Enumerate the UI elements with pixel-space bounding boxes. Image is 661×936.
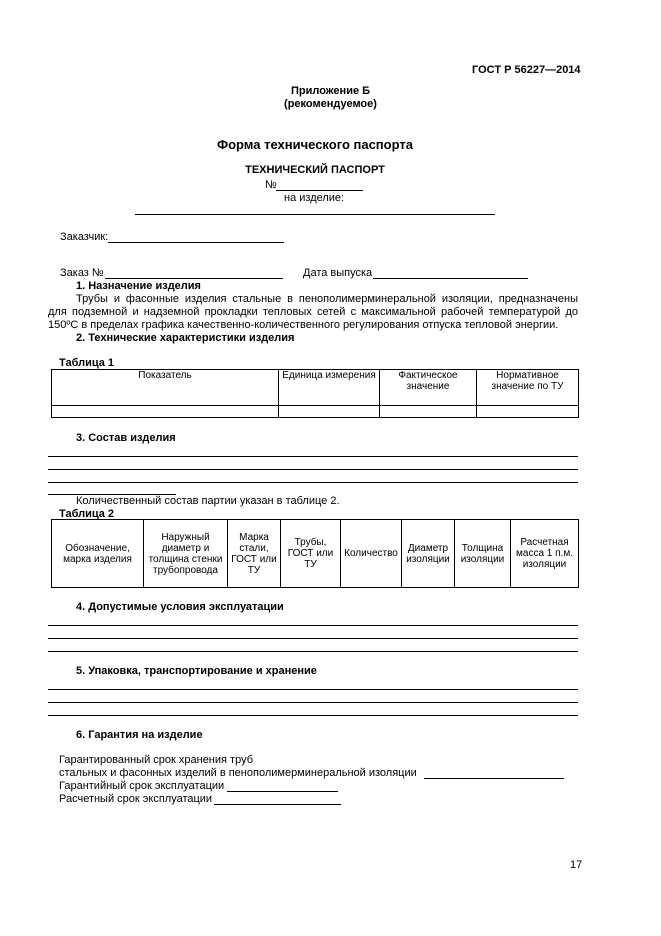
- service-life-label: Расчетный срок эксплуатации: [59, 793, 213, 805]
- section4-line: [48, 625, 578, 626]
- table1-cell: [52, 406, 279, 418]
- section3-line: [48, 469, 578, 470]
- section5-line: [48, 689, 578, 690]
- table1-header-normative: Нормативное значение по ТУ: [477, 370, 579, 406]
- table1-header-actual: Фактическое значение: [380, 370, 477, 406]
- table1-caption: Таблица 1: [59, 357, 115, 369]
- section2-heading: 2. Технические характеристики изделия: [76, 332, 295, 344]
- table1-header-unit: Единица измерения: [279, 370, 380, 406]
- section5-heading: 5. Упаковка, транспортирование и хранение: [76, 665, 317, 677]
- table1-cell: [380, 406, 477, 418]
- passport-number-label: №: [265, 179, 277, 191]
- order-label: Заказ №: [60, 267, 104, 279]
- page-number: 17: [570, 859, 583, 871]
- service-life-line: [214, 804, 341, 805]
- section1-heading: 1. Назначение изделия: [76, 280, 201, 292]
- section3-heading: 3. Состав изделия: [76, 432, 176, 444]
- appendix-title: Приложение Б: [290, 85, 371, 97]
- warranty-label: Гарантийный срок эксплуатации: [59, 780, 225, 792]
- table1-cell: [477, 406, 579, 418]
- table2-header-outer-diameter: Наружный диаметр и толщина стенки трубопровода: [144, 520, 228, 588]
- storage-line: [424, 778, 564, 779]
- section1-line-1: Трубы и фасонные изделия стальные в пенополимерминеральной изоляции, предназначены: [76, 293, 578, 305]
- section3-line: [48, 482, 578, 483]
- section3-line: [48, 456, 578, 457]
- section1-line-3: 150ºС в пределах графика качественно-количественного регулирования отпуска тепловой энергии.: [48, 319, 559, 331]
- table2-header-quantity: Количество: [341, 520, 402, 588]
- customer-line: [108, 242, 284, 243]
- standard-number: ГОСТ Р 56227—2014: [472, 64, 581, 76]
- section4-line: [48, 651, 578, 652]
- section3-note: Количественный состав партии указан в таблице 2.: [76, 495, 340, 507]
- appendix-subtitle: (рекомендуемое): [284, 98, 377, 110]
- order-line: [105, 278, 283, 279]
- product-label: на изделие:: [284, 192, 345, 204]
- product-line: [135, 214, 495, 215]
- form-title: Форма технического паспорта: [217, 137, 413, 152]
- section5-line: [48, 715, 578, 716]
- section4-heading: 4. Допустимые условия эксплуатации: [76, 601, 284, 613]
- table2-header-pipes: Трубы, ГОСТ или ТУ: [281, 520, 341, 588]
- passport-number-line: [276, 190, 363, 191]
- table2: [51, 519, 579, 588]
- table2-header-insulation-thickness: Толщина изоляции: [455, 520, 511, 588]
- storage-label-1: Гарантированный срок хранения труб: [59, 754, 253, 766]
- release-date-line: [373, 278, 528, 279]
- table1-cell: [279, 406, 380, 418]
- storage-label-2: стальных и фасонных изделий в пенополимерминеральной изоляции: [59, 767, 417, 779]
- table2-caption: Таблица 2: [59, 508, 115, 520]
- table2-header-insulation-diameter: Диаметр изоляции: [402, 520, 455, 588]
- passport-title: ТЕХНИЧЕСКИЙ ПАСПОРТ: [245, 164, 385, 176]
- section1-line-2: для подземной и надземной прокладки тепловых сетей с максимальной рабочей температурой до: [48, 306, 578, 318]
- customer-label: Заказчик:: [60, 231, 109, 243]
- section5-line: [48, 702, 578, 703]
- release-date-label: Дата выпуска: [303, 267, 373, 279]
- section4-line: [48, 638, 578, 639]
- table1: [51, 369, 579, 418]
- table2-header-insulation-mass: Расчетная масса 1 п.м. изоляции: [511, 520, 579, 588]
- warranty-line: [227, 791, 338, 792]
- table2-header-designation: Обозначение, марка изделия: [52, 520, 144, 588]
- table1-header-indicator: Показатель: [52, 370, 279, 406]
- table2-header-steel-grade: Марка стали, ГОСТ или ТУ: [228, 520, 281, 588]
- section6-heading: 6. Гарантия на изделие: [76, 729, 203, 741]
